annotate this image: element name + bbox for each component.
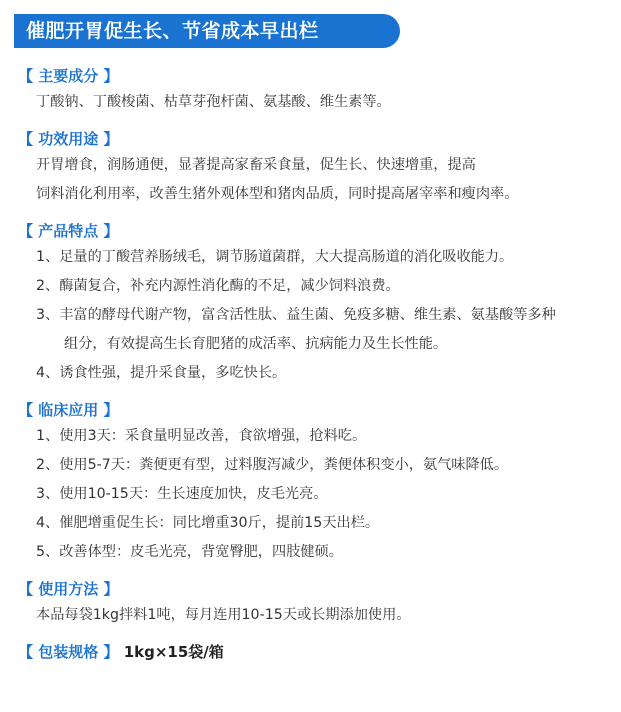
section-heading: 【 使用方法 】	[18, 580, 119, 598]
section-features	[18, 219, 608, 388]
section-heading: 【 包装规格 】	[18, 643, 119, 661]
list-item: 1、足量的丁酸营养肠绒毛，调节肠道菌群，大大提高肠道的消化吸收能力。	[36, 249, 514, 265]
section-efficacy	[18, 127, 608, 209]
section-heading: 【 主要成分 】	[18, 67, 119, 85]
list-item: 2、使用5-7天：粪便更有型，过料腹泻减少，粪便体积变小，氨气味降低。	[36, 457, 509, 473]
section-ingredients	[18, 64, 608, 117]
section-usage	[18, 577, 608, 630]
text-line: 饲料消化利用率，改善生猪外观体型和猪肉品质，同时提高屠宰率和瘦肉率。	[36, 186, 519, 202]
list-item: 4、诱食性强，提升采食量，多吃快长。	[36, 365, 287, 381]
section-packaging	[18, 640, 608, 664]
list-item: 1、使用3天：采食量明显改善，食欲增强，抢料吃。	[36, 428, 367, 444]
list-item: 2、酶菌复合，补充内源性消化酶的不足，减少饲料浪费。	[36, 278, 400, 294]
packaging-value: 1kg×15袋/箱	[123, 643, 224, 661]
list-item: 3、丰富的酵母代谢产物，富含活性肽、益生菌、免疫多糖、维生素、氨基酸等多种	[36, 307, 556, 323]
list-item: 4、催肥增重促生长：同比增重30斤，提前15天出栏。	[36, 515, 380, 531]
text-line: 本品每袋1kg拌料1吨，每月连用10-15天或长期添加使用。	[36, 607, 411, 623]
section-heading: 【 临床应用 】	[18, 401, 119, 419]
section-heading: 【 功效用途 】	[18, 130, 119, 148]
list-item: 5、改善体型：皮毛光亮，背宽臀肥，四肢健硕。	[36, 544, 343, 560]
product-info	[18, 64, 608, 664]
list-item: 3、使用10-15天：生长速度加快，皮毛光亮。	[36, 486, 328, 502]
section-heading: 【 产品特点 】	[18, 222, 119, 240]
text-line: 丁酸钠、丁酸梭菌、枯草芽孢杆菌、氨基酸、维生素等。	[36, 94, 391, 110]
packaging-line	[18, 640, 608, 664]
title-banner: 催肥开胃促生长、节省成本早出栏	[14, 14, 400, 48]
text-line: 开胃增食，润肠通便，显著提高家畜采食量，促生长、快速增重，提高	[36, 157, 476, 173]
list-item-continuation: 组分，有效提高生长育肥猪的成活率、抗病能力及生长性能。	[64, 336, 448, 352]
section-clinical	[18, 398, 608, 567]
